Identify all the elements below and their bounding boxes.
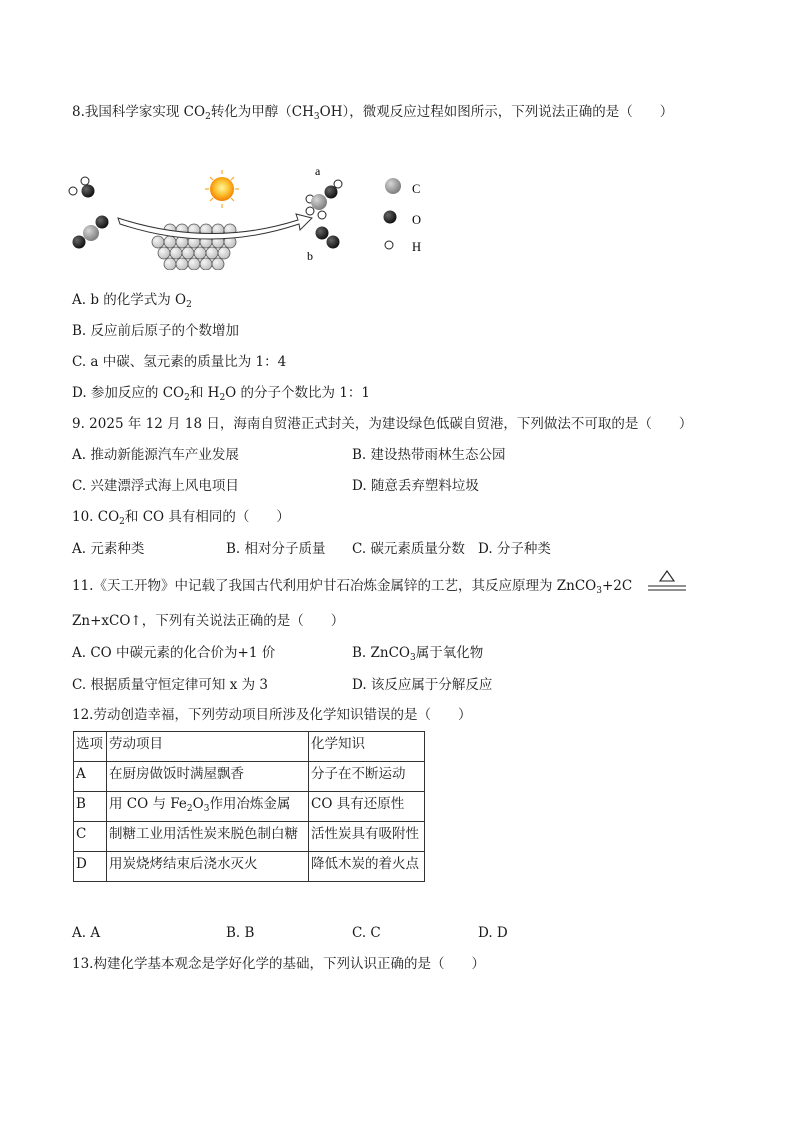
table-cell: 在厨房做饭时满屋飘香 bbox=[107, 762, 309, 792]
q8-stem: 8.我国科学家实现 $CO_2$转化为甲醇$(CH_3OH)$，微观反应过程如图所示，下列说法正确的是（ ） bbox=[72, 104, 674, 122]
sun-icon bbox=[205, 170, 239, 208]
table-cell: D bbox=[74, 852, 107, 882]
table-row bbox=[74, 822, 425, 852]
table-row bbox=[74, 762, 425, 792]
legend bbox=[384, 178, 422, 254]
q10-option-b: B. 相对分子质量 bbox=[226, 541, 326, 557]
label-b: b bbox=[307, 249, 313, 263]
q11-option-a: A. CO 中碳元素的化合价为+1 价 bbox=[72, 645, 276, 661]
legend-label-c: C bbox=[412, 182, 421, 196]
heat-condition-icon bbox=[646, 568, 688, 596]
table-cell: 制糖工业用活性炭来脱色制白糖 bbox=[107, 822, 309, 852]
legend-label-o: O bbox=[412, 213, 422, 227]
q9-option-d: D. 随意丢弃塑料垃圾 bbox=[352, 478, 479, 494]
q12-option-a: A. A bbox=[72, 925, 101, 941]
table-header-cell: 化学知识 bbox=[309, 732, 425, 762]
table-cell: 分子在不断运动 bbox=[309, 762, 425, 792]
table-cell: 活性炭具有吸附性 bbox=[309, 822, 425, 852]
table-header-cell: 选项 bbox=[74, 732, 107, 762]
q9-option-b: B. 建设热带雨林生态公园 bbox=[352, 447, 506, 463]
q9-option-a: A. 推动新能源汽车产业发展 bbox=[72, 447, 239, 463]
q12-stem: 12.劳动创造幸福，下列劳动项目所涉及化学知识错误的是（ ） bbox=[72, 707, 472, 723]
q10-stem: 10. $CO_2$和 CO 具有相同的（ ） bbox=[72, 509, 290, 527]
table-cell: B bbox=[74, 792, 107, 822]
q8-option-a: A. b 的化学式为 $O_2$ bbox=[72, 292, 192, 310]
label-a: a bbox=[315, 164, 321, 178]
table-cell: 用 CO 与 $Fe_2O_3$作用冶炼金属 bbox=[107, 792, 309, 822]
q10-option-c: C. 碳元素质量分数 bbox=[352, 541, 465, 557]
q11-option-b: B. ZnCO$_3$属于氧化物 bbox=[352, 645, 484, 663]
q8-option-c: C. a 中碳、氢元素的质量比为 1：4 bbox=[72, 354, 287, 370]
table-header-cell: 劳动项目 bbox=[107, 732, 309, 762]
q12-option-c: C. C bbox=[352, 925, 381, 941]
q10-option-a: A. 元素种类 bbox=[72, 541, 145, 557]
q11-option-c: C. 根据质量守恒定律可知 x 为 3 bbox=[72, 677, 269, 693]
q10-option-d: D. 分子种类 bbox=[478, 541, 551, 557]
table-cell: C bbox=[74, 822, 107, 852]
q11-option-d: D. 该反应属于分解反应 bbox=[352, 677, 493, 693]
legend-carbon-icon bbox=[385, 178, 401, 194]
legend-hydrogen-icon bbox=[385, 241, 393, 249]
table-header-row bbox=[74, 732, 425, 762]
q9-stem: 9. 2025 年 12 月 18 日，海南自贸港正式封关，为建设绿色低碳自贸港，下列做法不可取的是（ ） bbox=[72, 416, 693, 432]
q11-stem-line1: 11.《天工开物》中记载了我国古代利用炉甘石冶炼金属锌的工艺，其反应原理为 ZnCO$_3$+2C bbox=[72, 578, 633, 596]
table-cell: CO 具有还原性 bbox=[309, 792, 425, 822]
legend-oxygen-icon bbox=[384, 211, 397, 224]
q11-stem-line2: Zn+xCO↑，下列有关说法正确的是（ ） bbox=[72, 613, 345, 629]
table-row bbox=[74, 792, 425, 822]
q12-table bbox=[73, 731, 425, 882]
table-cell: 降低木炭的着火点 bbox=[309, 852, 425, 882]
table-cell: A bbox=[74, 762, 107, 792]
methanol-molecule-icon bbox=[306, 180, 342, 219]
legend-label-h: H bbox=[412, 240, 422, 254]
table-row bbox=[74, 852, 425, 882]
q12-option-d: D. D bbox=[478, 925, 508, 941]
co2-molecule-icon bbox=[73, 216, 109, 249]
q9-option-c: C. 兴建漂浮式海上风电项目 bbox=[72, 478, 239, 494]
q12-option-b: B. B bbox=[226, 925, 255, 941]
water-molecule-icon bbox=[69, 177, 95, 198]
q8-option-b: B. 反应前后原子的个数增加 bbox=[72, 323, 240, 339]
q8-option-d: D. 参加反应的 $CO_2$和 $H_2O$ 的分子个数比为 1：1 bbox=[72, 385, 370, 403]
oxygen-molecule-icon bbox=[316, 227, 340, 249]
q8-reaction-diagram bbox=[60, 160, 440, 270]
q13-stem: 13.构建化学基本观念是学好化学的基础，下列认识正确的是（ ） bbox=[72, 956, 485, 972]
table-cell: 用炭烧烤结束后浇水灭火 bbox=[107, 852, 309, 882]
